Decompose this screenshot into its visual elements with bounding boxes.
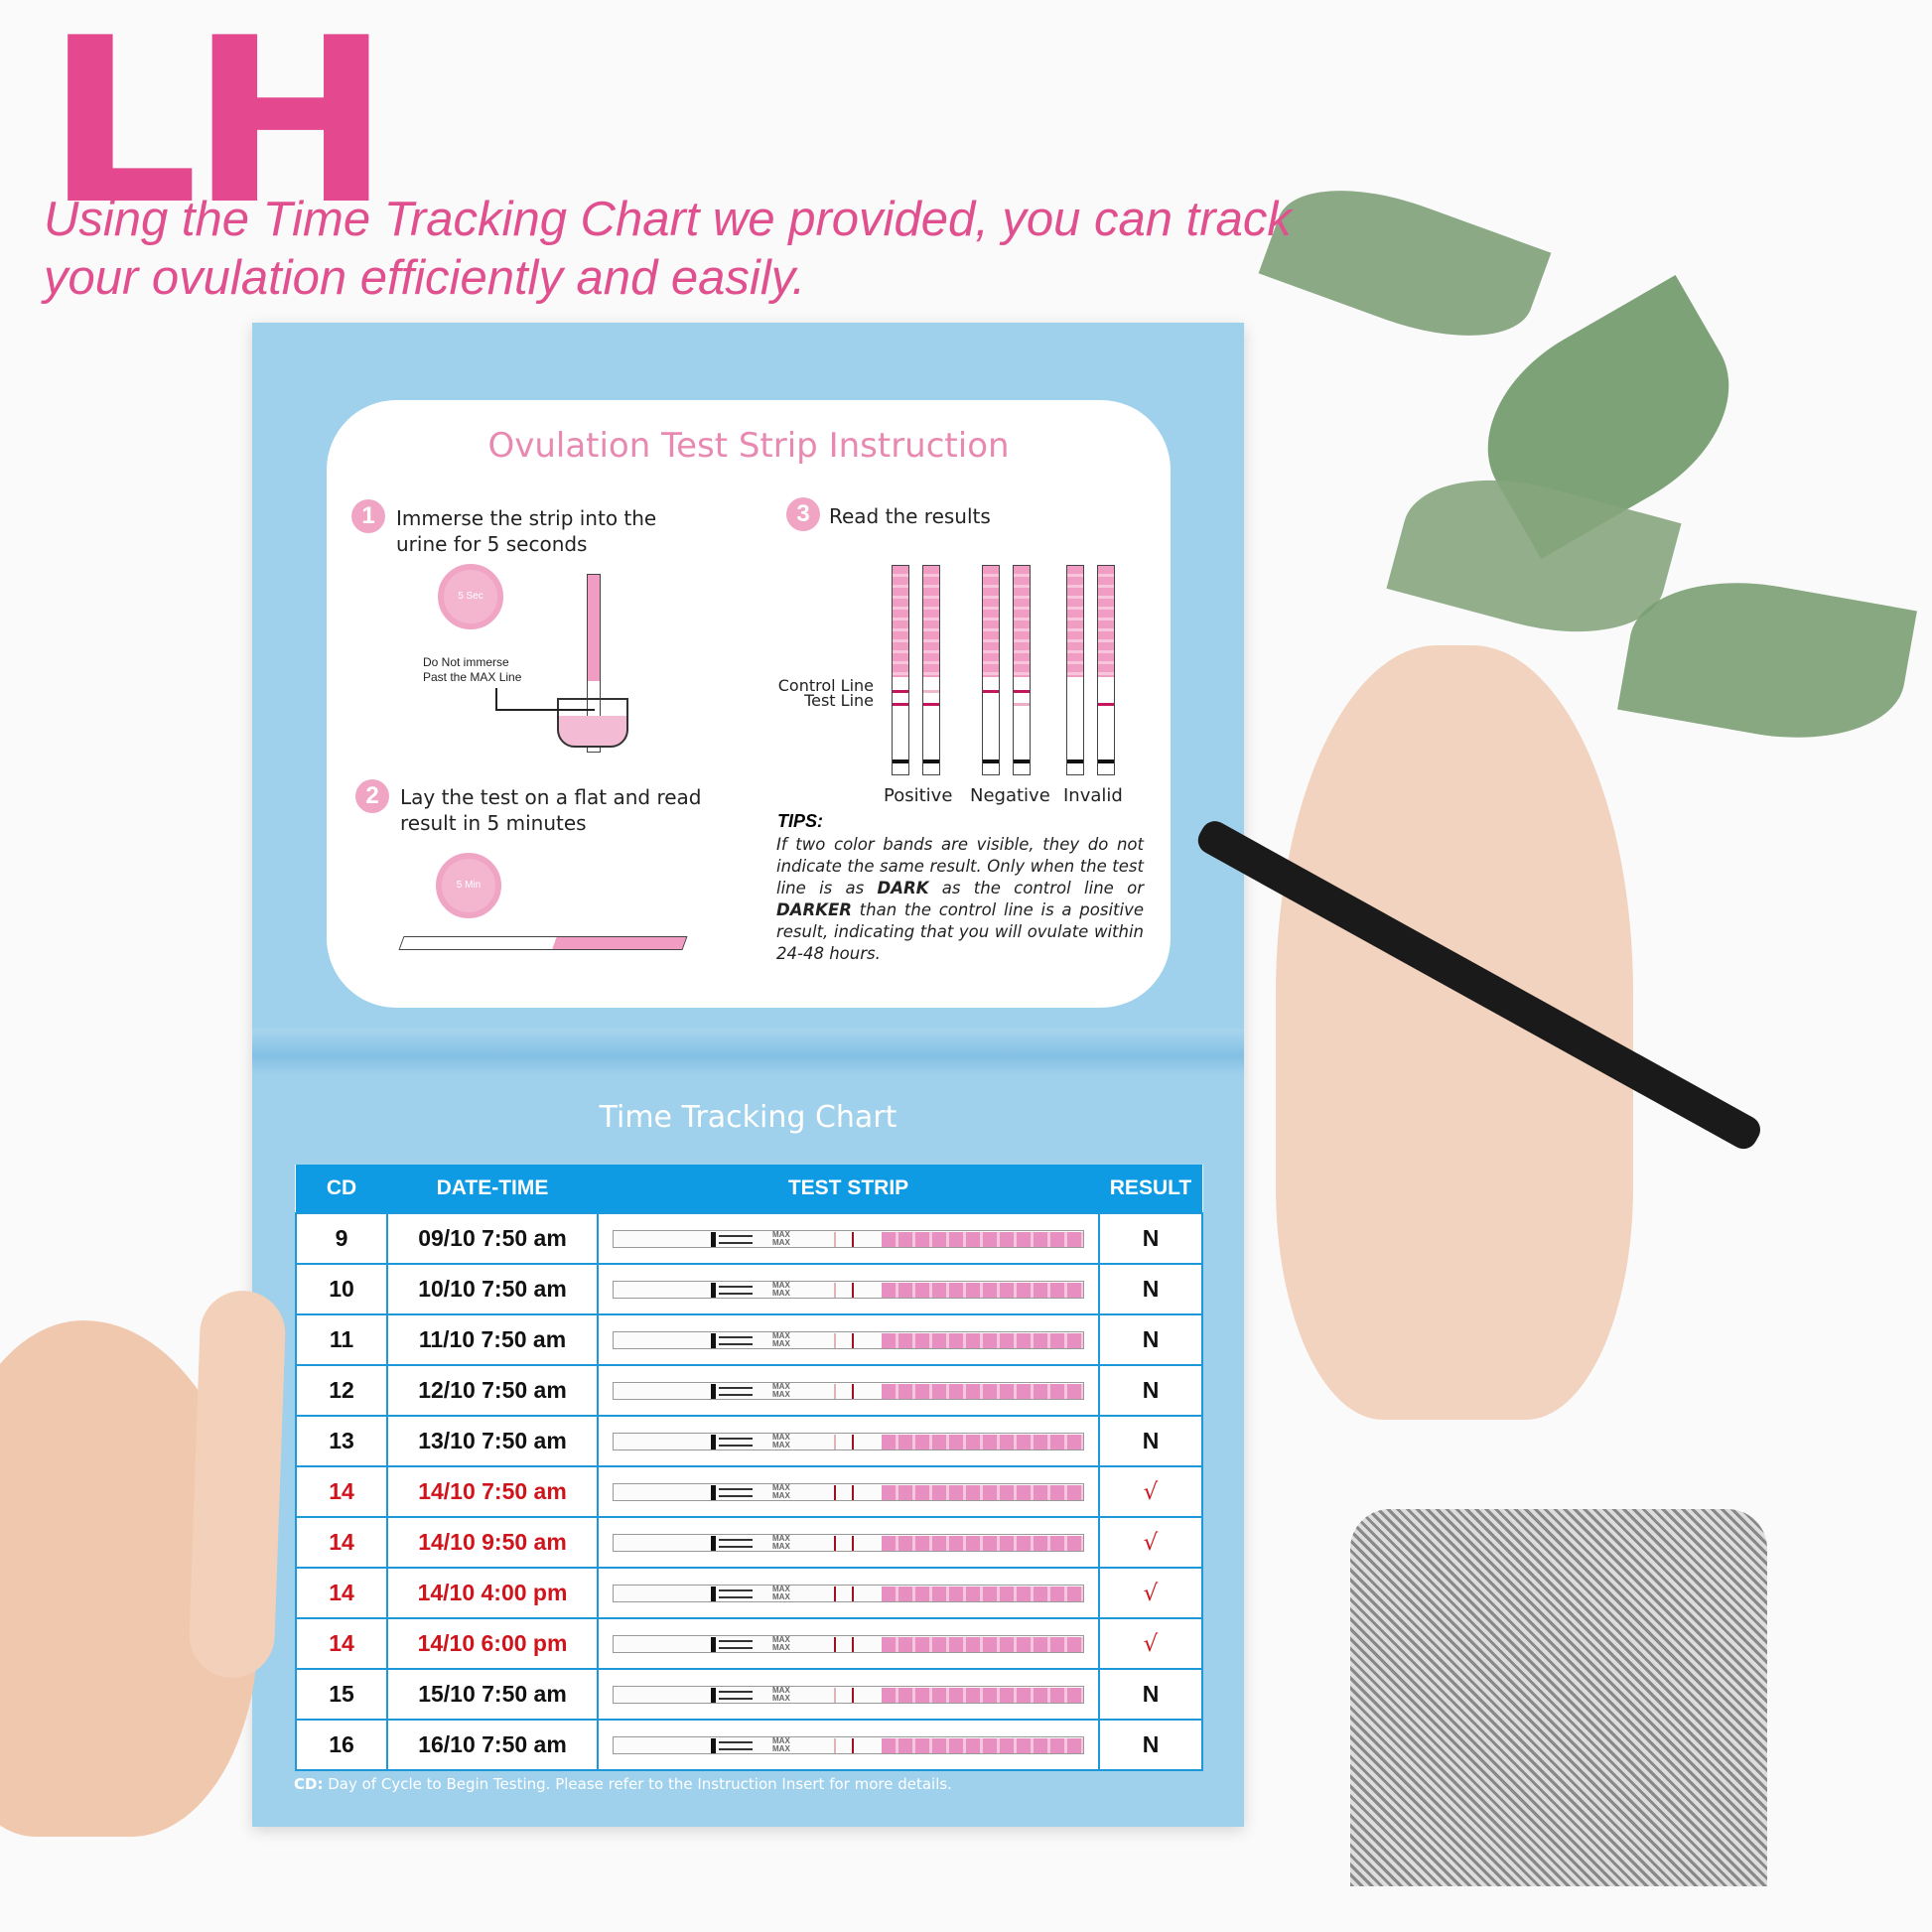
date-time-cell: 14/10 6:00 pm (387, 1618, 598, 1669)
date-time-cell: 16/10 7:50 am (387, 1720, 598, 1770)
test-strip-cell (598, 1264, 1099, 1314)
immerse-warning (423, 655, 521, 685)
booklet-fold (252, 1029, 1244, 1074)
step-3-text: Read the results (829, 504, 991, 528)
cd-cell: 11 (296, 1314, 387, 1365)
test-strip-cell (598, 1416, 1099, 1466)
date-time-cell: 11/10 7:50 am (387, 1314, 598, 1365)
chart-title: Time Tracking Chart (599, 1100, 897, 1135)
date-time-cell: 10/10 7:50 am (387, 1264, 598, 1314)
invalid-strip (1066, 565, 1084, 775)
date-time-cell: 09/10 7:50 am (387, 1213, 598, 1264)
cd-cell: 10 (296, 1264, 387, 1314)
tips-emphasis: DARK (877, 879, 929, 897)
test-strip-image: MAX MAX (613, 1331, 1084, 1349)
table-row (296, 1466, 1202, 1517)
positive-label: Positive (884, 785, 953, 806)
test-strip-cell (598, 1365, 1099, 1416)
table-row (296, 1669, 1202, 1720)
test-strip-image: MAX MAX (613, 1483, 1084, 1501)
test-strip-cell (598, 1720, 1099, 1770)
header-cd: CD (296, 1165, 387, 1213)
test-strip-cell (598, 1618, 1099, 1669)
step-1-text: Immerse the strip into the urine for 5 seconds (396, 506, 657, 556)
test-strip-image: MAX MAX (613, 1585, 1084, 1602)
test-strip-image: MAX MAX (613, 1382, 1084, 1400)
test-strip-cell (598, 1213, 1099, 1264)
left-thumb (188, 1290, 287, 1680)
subtitle-line-1: Using the Time Tracking Chart we provided, you can track (44, 193, 1292, 246)
timer-icon: 5 Sec (438, 564, 503, 629)
header-result: RESULT (1099, 1165, 1202, 1213)
test-strip-image: MAX MAX (613, 1230, 1084, 1248)
step-2-text: Lay the test on a flat and read result in 5 minutes (400, 785, 702, 835)
table-row (296, 1213, 1202, 1264)
instruction-title: Ovulation Test Strip Instruction (487, 426, 1010, 466)
cd-cell: 14 (296, 1568, 387, 1618)
negative-label: Negative (970, 785, 1050, 806)
table-row (296, 1618, 1202, 1669)
brand-logo: LH (46, 0, 383, 255)
footnote-text: Day of Cycle to Begin Testing. Please refer to the Instruction Insert for more details. (323, 1775, 952, 1793)
cd-cell: 16 (296, 1720, 387, 1770)
test-strip-image: MAX MAX (613, 1281, 1084, 1299)
test-line-label: Test Line (804, 691, 874, 710)
subtitle-line-2: your ovulation efficiently and easily. (44, 251, 806, 305)
result-cell: N (1099, 1416, 1202, 1466)
positive-strip (892, 565, 909, 775)
result-cell: N (1099, 1669, 1202, 1720)
result-cell: N (1099, 1314, 1202, 1365)
cd-cell: 15 (296, 1669, 387, 1720)
tips-text-part: than the control line is a positive result, indicating that you will ovulate within 24-48 hours. (776, 900, 1144, 963)
table-row (296, 1568, 1202, 1618)
step-2-badge: 2 (355, 779, 389, 813)
tips-text-part: If two color bands are visible, they do not indicate the same result. Only when the test line is as (776, 835, 1144, 897)
cup-icon (557, 698, 628, 748)
result-cell: N (1099, 1720, 1202, 1770)
tips-label: TIPS: (777, 811, 824, 831)
test-strip-image: MAX MAX (613, 1686, 1084, 1704)
pointer-line (495, 688, 497, 710)
step-1-badge: 1 (351, 499, 385, 533)
date-time-cell: 14/10 7:50 am (387, 1466, 598, 1517)
result-cell: √ (1099, 1618, 1202, 1669)
pointer-line (495, 709, 595, 711)
cd-cell: 14 (296, 1618, 387, 1669)
flat-strip-icon (398, 936, 687, 950)
invalid-strip (1097, 565, 1115, 775)
result-cell: N (1099, 1213, 1202, 1264)
cd-cell: 9 (296, 1213, 387, 1264)
test-strip-cell (598, 1517, 1099, 1568)
test-strip-cell (598, 1568, 1099, 1618)
table-row (296, 1416, 1202, 1466)
date-time-cell: 13/10 7:50 am (387, 1416, 598, 1466)
warning-line: Do Not immerse (423, 655, 509, 669)
header-test-strip: TEST STRIP (598, 1165, 1099, 1213)
cd-cell: 13 (296, 1416, 387, 1466)
tips-text-part: as the control line or (928, 879, 1144, 897)
header-date-time: DATE-TIME (387, 1165, 598, 1213)
result-cell: √ (1099, 1466, 1202, 1517)
invalid-label: Invalid (1063, 785, 1123, 806)
test-strip-cell (598, 1669, 1099, 1720)
positive-strip (922, 565, 940, 775)
tracking-table (295, 1165, 1203, 1771)
test-strip-image: MAX MAX (613, 1433, 1084, 1450)
negative-strip (982, 565, 1000, 775)
result-cell: √ (1099, 1568, 1202, 1618)
result-cell: N (1099, 1365, 1202, 1416)
timer-icon: 5 Min (436, 853, 501, 918)
table-header (296, 1165, 1202, 1213)
sweater-sleeve (1350, 1509, 1767, 1886)
negative-strip (1013, 565, 1031, 775)
footnote (294, 1775, 952, 1793)
line-legend (764, 678, 874, 708)
date-time-cell: 15/10 7:50 am (387, 1669, 598, 1720)
test-strip-image: MAX MAX (613, 1534, 1084, 1552)
step-3-badge: 3 (786, 497, 820, 531)
tips-text (776, 834, 1144, 965)
cd-cell: 12 (296, 1365, 387, 1416)
table-row (296, 1365, 1202, 1416)
table-row (296, 1517, 1202, 1568)
test-strip-cell (598, 1314, 1099, 1365)
instruction-panel (327, 400, 1171, 1008)
table-row (296, 1314, 1202, 1365)
test-strip-image: MAX MAX (613, 1736, 1084, 1754)
table-row (296, 1264, 1202, 1314)
warning-line: Past the MAX Line (423, 670, 522, 684)
date-time-cell: 14/10 9:50 am (387, 1517, 598, 1568)
cd-cell: 14 (296, 1466, 387, 1517)
cd-cell: 14 (296, 1517, 387, 1568)
date-time-cell: 12/10 7:50 am (387, 1365, 598, 1416)
test-strip-image: MAX MAX (613, 1635, 1084, 1653)
control-line-label: Control Line (777, 676, 874, 695)
leaf-decoration (1259, 161, 1552, 364)
tips-emphasis: DARKER (776, 900, 852, 919)
table-row (296, 1720, 1202, 1770)
footnote-label: CD: (294, 1775, 324, 1793)
result-cell: N (1099, 1264, 1202, 1314)
date-time-cell: 14/10 4:00 pm (387, 1568, 598, 1618)
test-strip-cell (598, 1466, 1099, 1517)
result-cell: √ (1099, 1517, 1202, 1568)
